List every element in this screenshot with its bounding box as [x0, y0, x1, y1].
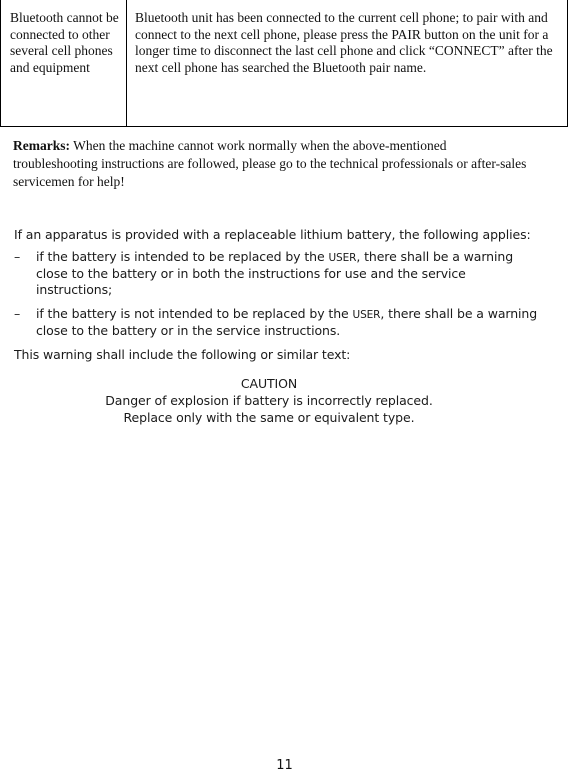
bullet-text-before: if the battery is intended to be replaced by the	[36, 249, 325, 264]
table-row	[1, 0, 568, 127]
caution-line-2: Replace only with the same or equivalent type.	[123, 410, 415, 425]
remarks-text: When the machine cannot work normally when the above-mentioned troubleshooting instructions are followed, please go to the technical professionals or after-sales servicemen for help!	[13, 138, 527, 189]
user-term: USER	[328, 252, 357, 264]
bullet-text	[36, 249, 544, 298]
bullet-text-before: if the battery is not intended to be replaced by the	[36, 306, 349, 321]
list-item	[14, 249, 544, 298]
bullet-dash: –	[14, 249, 21, 264]
remarks-paragraph	[13, 137, 533, 191]
bullet-text-after: , there shall be a warning close to the battery or in the service instructions.	[36, 306, 538, 338]
bullet-text-after: , there shall be a warning close to the battery or in both the instructions for use and the service instructions;	[36, 249, 514, 297]
battery-warning-intro: If an apparatus is provided with a replaceable lithium battery, the following applies:	[14, 227, 531, 242]
problem-cell: Bluetooth cannot be connected to other several cell phones and equipment	[1, 0, 127, 127]
troubleshooting-table	[0, 0, 568, 127]
list-item	[14, 306, 544, 339]
solution-cell: Bluetooth unit has been connected to the current cell phone; to pair with and connect to the next cell phone, please press the PAIR button on the unit for a longer time to disconnect the last cell phone and click “CONNECT” after the next cell phone has searched the Bluetooth pair name.	[127, 0, 568, 127]
caution-line-1: Danger of explosion if battery is incorrectly replaced.	[105, 393, 433, 408]
bullet-dash: –	[14, 306, 21, 321]
bullet-text	[36, 306, 544, 339]
caution-box	[74, 375, 464, 426]
caution-title: CAUTION	[240, 376, 298, 391]
user-term: USER	[352, 309, 381, 321]
page-number: 11	[276, 758, 293, 773]
battery-warning-closing: This warning shall include the following or similar text:	[14, 347, 351, 362]
battery-warning-block	[14, 227, 544, 426]
remarks-label: Remarks:	[13, 138, 70, 153]
